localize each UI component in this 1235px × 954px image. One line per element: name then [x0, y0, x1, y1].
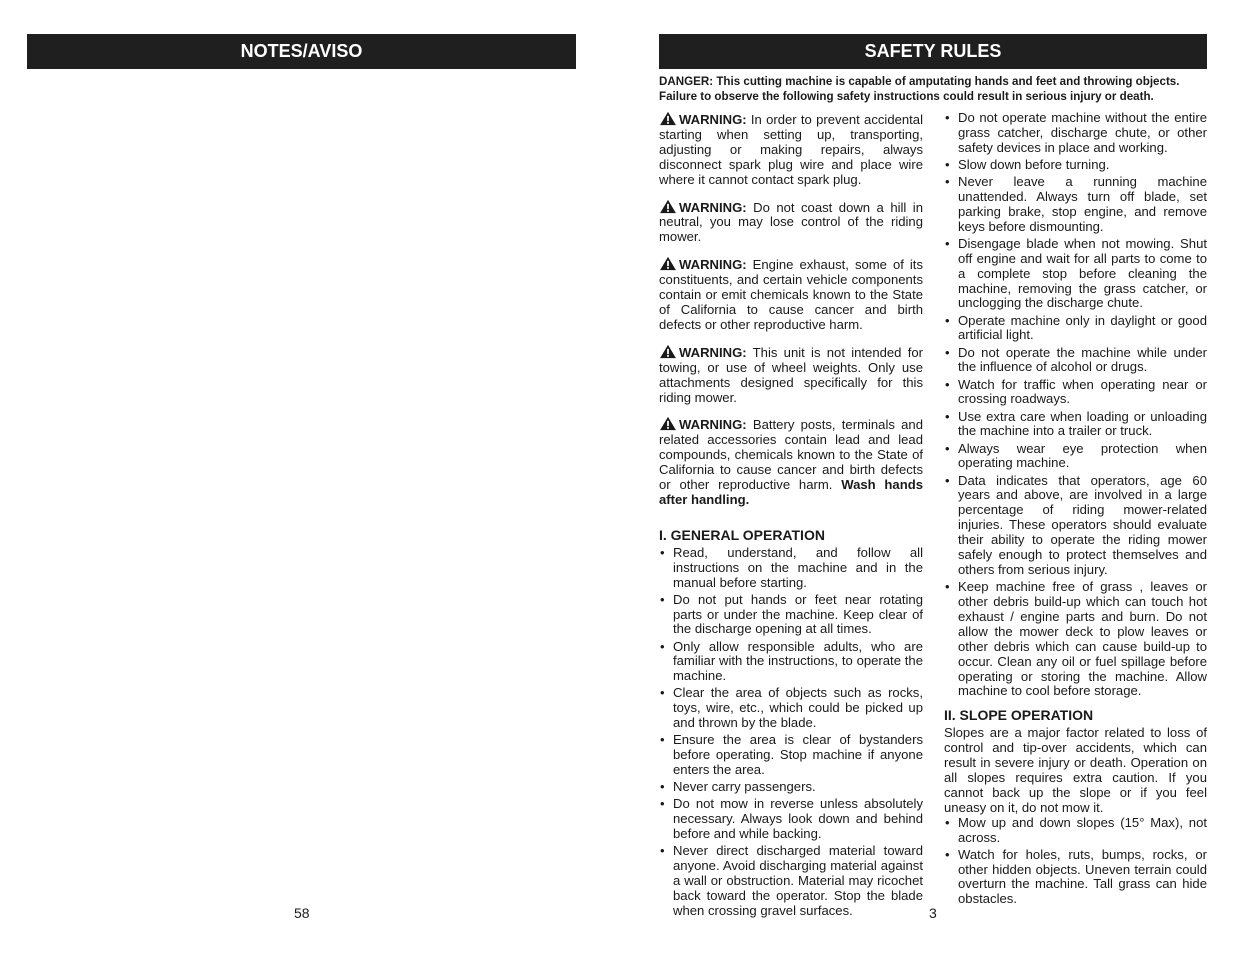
list-item: • Data indicates that operators, age 60 years and above, are involved in a large percentage of riding mower-related injuries. These operators should evaluate their ability to operate the riding mower safely enough to protect themselves and others from serious injury.: [944, 474, 1207, 578]
list-item: • Clear the area of objects such as rocks, toys, wire, etc., which could be picked up and thrown by the blade.: [659, 686, 923, 731]
notes-header: [27, 34, 576, 69]
list-item: • Read, understand, and follow all instructions on the machine and in the manual before starting.: [659, 546, 923, 591]
list-item: • Do not operate the machine while under the influence of alcohol or drugs.: [944, 346, 1207, 376]
warning-paragraph: [659, 111, 923, 188]
warning-text: In order to prevent accidental starting when setting up, transporting, adjusting or making repairs, always disconnect spark plug wire and place wire where it cannot contact spark plug.: [659, 112, 923, 187]
safety-column-left: [659, 111, 923, 921]
list-item: • Watch for traffic when operating near or crossing roadways.: [944, 378, 1207, 408]
warning-triangle-icon: [659, 256, 677, 271]
list-item: • Do not operate machine without the entire grass catcher, discharge chute, or other safety devices in place and working.: [944, 111, 1207, 156]
warning-text: Engine exhaust, some of its constituents, and certain vehicle components contain or emit chemicals known to the State of California to cause cancer and birth defects or other reproductive harm.: [659, 257, 923, 332]
list-item: • Slow down before turning.: [944, 158, 1207, 173]
list-item: • Do not mow in reverse unless absolutely necessary. Always look down and behind before and while backing.: [659, 797, 923, 842]
list-item: • Never direct discharged material toward anyone. Avoid discharging material against a wall or obstruction. Material may ricochet back toward the operator. Stop the blade when crossing gravel surfaces.: [659, 844, 923, 919]
warning-text: Do not coast down a hill in neutral, you may lose control of the riding mower.: [659, 199, 923, 245]
warning-triangle-icon: [659, 344, 677, 359]
safety-rules-title: SAFETY RULES: [864, 41, 1002, 61]
warning-label: WARNING:: [679, 257, 747, 273]
danger-statement: DANGER: This cutting machine is capable of amputating hands and feet and throwing objects. Failure to observe the following safety instructions could result in serious injury or death.: [659, 75, 1180, 103]
warning-triangle-icon: [659, 416, 677, 431]
warning-label: WARNING:: [679, 417, 747, 433]
list-item: • Only allow responsible adults, who are familiar with the instructions, to operate the machine.: [659, 640, 923, 685]
warning-text: Battery posts, terminals and related accessories contain lead and lead compounds, chemicals known to the State of California to cause cancer and birth defects or other reproductive harm.: [659, 417, 923, 493]
list-item: • Use extra care when loading or unloading the machine into a trailer or truck.: [944, 410, 1207, 440]
warnings-list: [659, 111, 923, 508]
slope-operation-intro: Slopes are a major factor related to loss of control and tip-over accidents, which can result in severe injury or death. Operation on all slopes requires extra caution. If you cannot back up the slope or if you feel uneasy on it, do not mow it.: [944, 725, 1207, 815]
list-item: • Watch for holes, ruts, bumps, rocks, or other hidden objects. Uneven terrain could overturn the machine. Tall grass can hide obstacles.: [944, 848, 1207, 908]
list-item: • Always wear eye protection when operating machine.: [944, 442, 1207, 472]
warning-label: WARNING:: [679, 344, 747, 360]
general-operation-heading: I. GENERAL OPERATION: [659, 526, 825, 543]
list-item: • Do not put hands or feet near rotating parts or under the machine. Keep clear of the discharge opening at all times.: [659, 593, 923, 638]
warning-text: This unit is not intended for towing, or use of wheel weights. Only use attachments designed specifically for this riding mower.: [659, 344, 923, 405]
page-number-right: 3: [929, 905, 937, 921]
general-operation-list-continued: [944, 111, 1207, 699]
warning-paragraph: [659, 344, 923, 406]
list-item: • Ensure the area is clear of bystanders before operating. Stop machine if anyone enters the area.: [659, 733, 923, 778]
notes-title: NOTES/AVISO: [240, 41, 363, 61]
warning-emphasis: Wash hands after handling.: [659, 477, 923, 507]
slope-operation-heading: II. SLOPE OPERATION: [944, 707, 1094, 724]
warning-label: WARNING:: [679, 112, 747, 127]
warning-triangle-icon: [659, 111, 677, 126]
warning-paragraph: [659, 199, 923, 246]
slope-operation-list: [944, 816, 1207, 908]
list-item: • Disengage blade when not mowing. Shut off engine and wait for all parts to come to a complete stop before cleaning the machine, removing the grass catcher, or unclogging the discharge chute.: [944, 237, 1207, 312]
warning-paragraph: [659, 256, 923, 333]
warning-paragraph: [659, 416, 923, 507]
list-item: • Never leave a running machine unattended. Always turn off blade, set parking brake, stop engine, and remove keys before dismounting.: [944, 175, 1207, 235]
list-item: • Keep machine free of grass , leaves or other debris build-up which can touch hot exhaust / engine parts and burn. Do not allow the mower deck to plow leaves or other debris which can cause build-up to occur. Clean any oil or fuel spillage before operating or storing the machine. Allow machine to cool before storage.: [944, 580, 1207, 699]
warning-label: WARNING:: [679, 199, 747, 215]
list-item: • Operate machine only in daylight or good artificial light.: [944, 314, 1207, 344]
page-number-left: 58: [294, 905, 310, 921]
safety-column-right: [944, 111, 1207, 909]
general-operation-list: [659, 546, 923, 919]
list-item: • Mow up and down slopes (15° Max), not across.: [944, 816, 1207, 846]
safety-rules-header: [659, 34, 1207, 69]
warning-triangle-icon: [659, 199, 677, 214]
list-item: • Never carry passengers.: [659, 780, 923, 795]
